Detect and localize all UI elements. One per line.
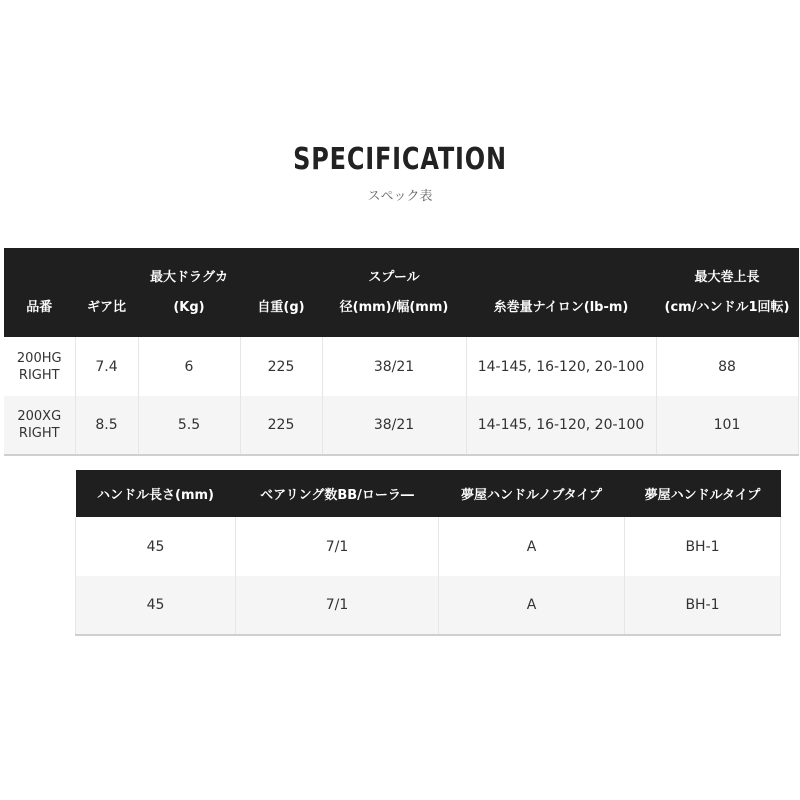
cell-max-drag: 6 — [138, 337, 240, 396]
table-row — [76, 576, 781, 635]
cell-max-drag: 5.5 — [138, 396, 240, 455]
cell-handle-type: BH-1 — [625, 517, 781, 576]
cell-max-retrieve: 88 — [656, 337, 798, 396]
header-nylon-capacity: 糸巻量ナイロン(lb-m) — [466, 248, 656, 337]
header-max-drag: 最大ドラグカ (Kg) — [138, 248, 240, 337]
cell-spool: 38/21 — [322, 396, 466, 455]
cell-knob-type: A — [439, 517, 625, 576]
spec-table-handle — [75, 470, 781, 636]
cell-gear-ratio: 8.5 — [75, 396, 138, 455]
header-model: 品番 — [4, 248, 75, 337]
cell-weight: 225 — [240, 396, 322, 455]
header-spool: スプール 径(mm)/幅(mm) — [322, 248, 466, 337]
cell-bearings: 7/1 — [236, 576, 439, 635]
cell-model: 200HG RIGHT — [4, 337, 75, 396]
header-bearings: ベアリング数BB/ローラ― — [236, 470, 439, 517]
cell-handle-length: 45 — [76, 517, 236, 576]
header-handle-type: 夢屋ハンドルタイプ — [625, 470, 781, 517]
page-subtitle: スペック表 — [367, 189, 433, 204]
header-weight: 自重(g) — [240, 248, 322, 337]
spec-table-main — [4, 248, 799, 456]
spec-table-main-header — [4, 248, 798, 337]
cell-nylon-capacity: 14-145, 16-120, 20-100 — [466, 337, 656, 396]
cell-weight: 225 — [240, 337, 322, 396]
header-handle-length: ハンドル長さ(mm) — [76, 470, 236, 517]
table-row — [4, 396, 798, 455]
header-gear-ratio: ギア比 — [75, 248, 138, 337]
header-knob-type: 夢屋ハンドルノブタイプ — [439, 470, 625, 517]
table-row — [4, 337, 798, 396]
cell-model: 200XG RIGHT — [4, 396, 75, 455]
spec-table-handle-header — [76, 470, 781, 517]
cell-handle-type: BH-1 — [625, 576, 781, 635]
cell-knob-type: A — [439, 576, 625, 635]
cell-spool: 38/21 — [322, 337, 466, 396]
cell-nylon-capacity: 14-145, 16-120, 20-100 — [466, 396, 656, 455]
cell-gear-ratio: 7.4 — [75, 337, 138, 396]
cell-bearings: 7/1 — [236, 517, 439, 576]
header-max-retrieve: 最大巻上長 (cm/ハンドル1回転) — [656, 248, 798, 337]
page-title: SPECIFICATION — [293, 142, 507, 177]
cell-max-retrieve: 101 — [656, 396, 798, 455]
table-row — [76, 517, 781, 576]
cell-handle-length: 45 — [76, 576, 236, 635]
